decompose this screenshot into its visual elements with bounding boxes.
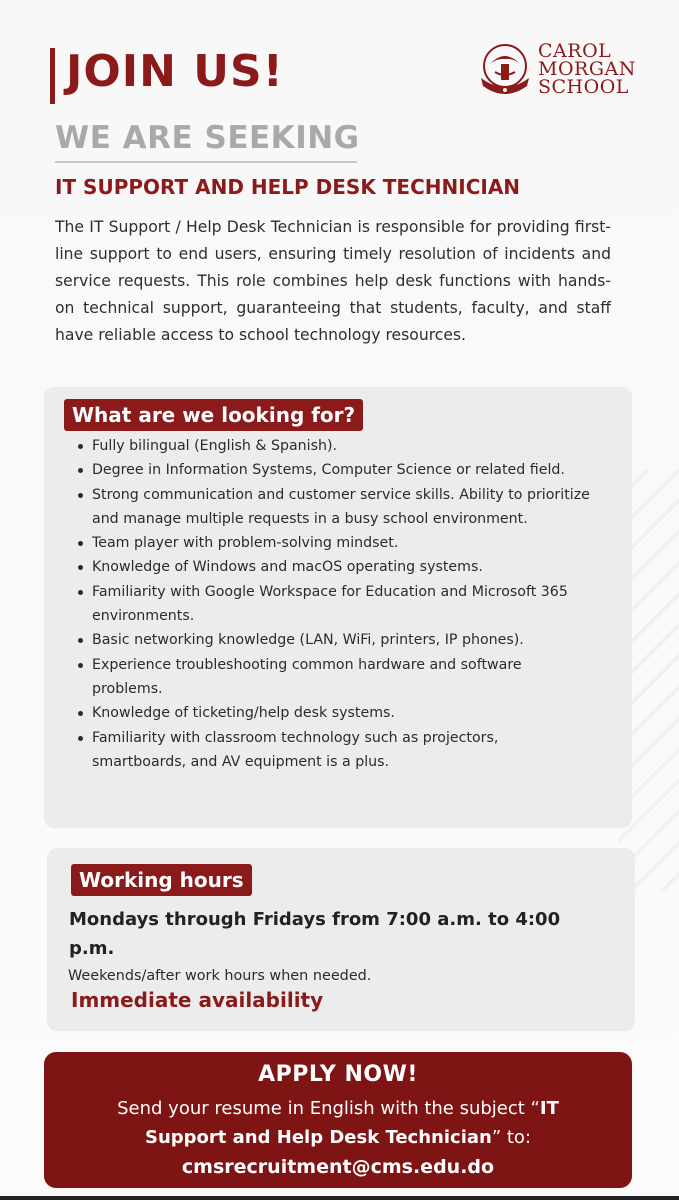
list-item: Team player with problem-solving mindset. <box>92 531 592 555</box>
requirements-list <box>92 434 592 774</box>
list-item: Degree in Information Systems, Computer Science or related field. <box>92 458 592 482</box>
list-item: Familiarity with Google Workspace for Education and Microsoft 365 environments. <box>92 580 592 629</box>
school-name <box>538 42 636 96</box>
page-title: JOIN US! <box>66 46 284 97</box>
title-accent-bar <box>50 48 55 104</box>
working-schedule: Mondays through Fridays from 7:00 a.m. to 4:00 p.m. <box>69 909 561 959</box>
working-hours-card <box>47 848 635 1031</box>
list-item: Familiarity with classroom technology such as projectors, smartboards, and AV equipment is a plus. <box>92 726 592 775</box>
list-item: Knowledge of ticketing/help desk systems. <box>92 701 592 725</box>
apply-text-before: Send your resume in English with the subject “ <box>117 1098 540 1119</box>
list-item: Strong communication and customer service skills. Ability to prioritize and manage multiple requests in a busy school environment. <box>92 483 592 532</box>
logo-line-3: SCHOOL <box>538 76 629 98</box>
school-crest-icon <box>478 42 536 102</box>
logo-line-2: MORGAN <box>538 58 636 80</box>
apply-instructions <box>74 1094 602 1152</box>
apply-title: APPLY NOW! <box>258 1062 418 1087</box>
bottom-divider <box>0 1196 679 1200</box>
requirements-card <box>44 387 632 828</box>
logo-line-1: CAROL <box>538 40 612 62</box>
list-item: Experience troubleshooting common hardware and software problems. <box>92 653 592 702</box>
list-item: Basic networking knowledge (LAN, WiFi, printers, IP phones). <box>92 628 592 652</box>
requirements-heading: What are we looking for? <box>64 399 363 431</box>
list-item: Knowledge of Windows and macOS operating systems. <box>92 555 592 579</box>
working-hours-note: Weekends/after work hours when needed. <box>68 968 372 984</box>
apply-text-after: ” to: <box>491 1127 532 1148</box>
list-item: Fully bilingual (English & Spanish). <box>92 434 592 458</box>
working-hours-heading: Working hours <box>71 864 252 896</box>
job-description: The IT Support / Help Desk Technician is responsible for providing first-line support to end users, ensuring timely resolution of incidents and service requests. This role combines help desk functions with hands-on technical support, guaranteeing that students, faculty, and staff have reliable access to school technology resources. <box>55 218 611 344</box>
seeking-underline <box>55 161 357 163</box>
apply-email-link[interactable]: cmsrecruitment@cms.edu.do <box>181 1156 495 1178</box>
availability-text: Immediate availability <box>71 988 324 1012</box>
job-title: IT SUPPORT AND HELP DESK TECHNICIAN <box>55 175 521 199</box>
apply-banner <box>44 1052 632 1188</box>
apply-subject: IT Support and Help Desk Technician <box>144 1098 559 1148</box>
school-logo <box>478 42 638 104</box>
seeking-heading: WE ARE SEEKING <box>55 120 360 156</box>
